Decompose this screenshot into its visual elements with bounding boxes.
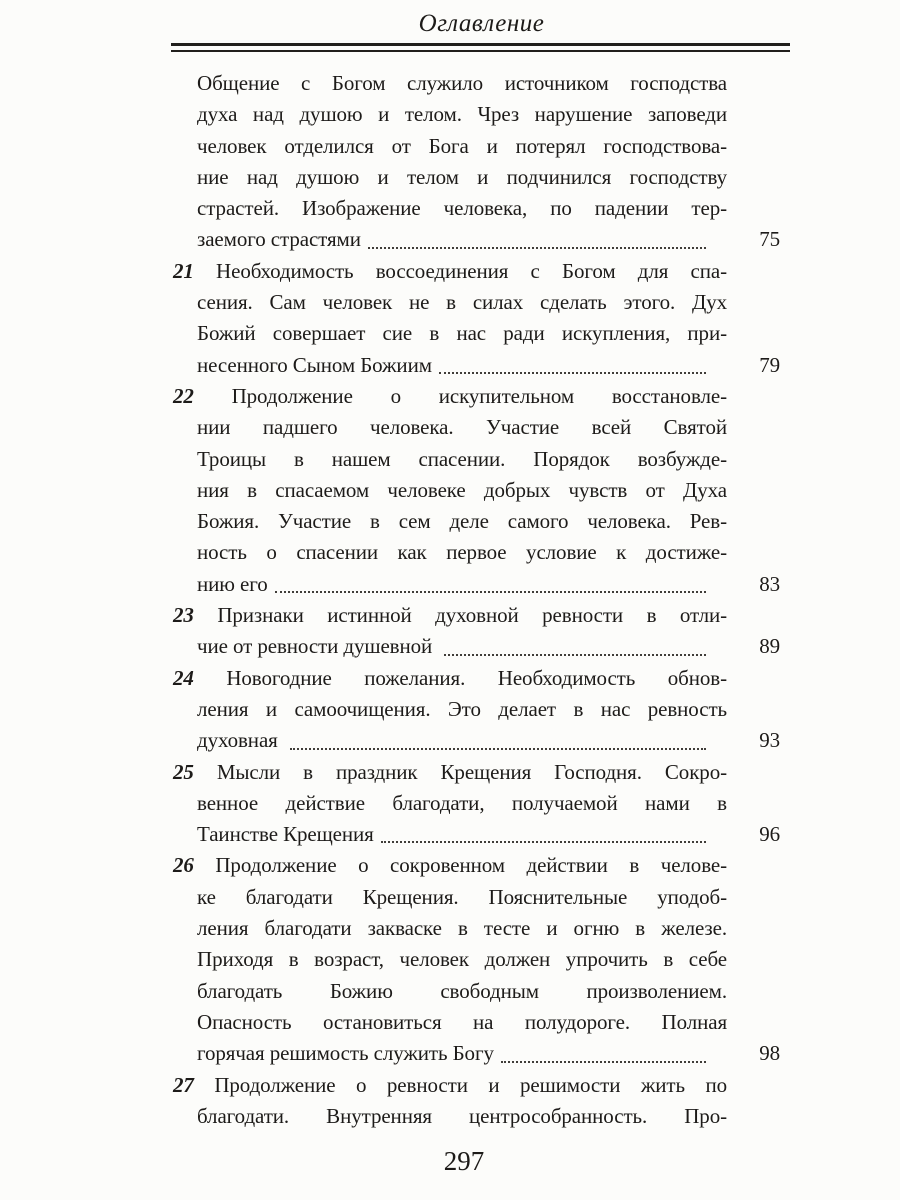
toc-line (173, 256, 727, 287)
toc-line: венное действие благодати, получаемой нами в (197, 790, 727, 815)
dot-leader (381, 841, 706, 843)
toc-dotline (197, 350, 780, 381)
toc-line: ления и самоочищения. Это делает в нас ревность (197, 696, 727, 721)
toc-line: Общение с Богом служило источником господства (197, 71, 727, 95)
toc-line-text: Новогодние пожелания. Необходимость обнов- (226, 665, 727, 690)
toc-line: ления благодати закваске в тесте и огню в железе. (197, 916, 727, 941)
toc-line (173, 1070, 727, 1101)
page-header-title: Оглавление (418, 10, 545, 37)
toc-dotline (197, 224, 780, 255)
toc-line: благодати. Внутренняя центрособранность. Про- (197, 1103, 727, 1128)
dot-leader (275, 591, 706, 593)
toc-line (173, 850, 727, 881)
toc-line: страстей. Изображение человека, по падении тер- (197, 196, 727, 221)
toc-entry (173, 68, 790, 256)
toc-entry-number: 27 (173, 1072, 194, 1097)
toc-line: благодать Божию свободным произволением. (197, 978, 727, 1003)
toc-entry-page: 79 (759, 352, 780, 377)
dot-leader (501, 1061, 706, 1063)
toc-line: духовная (197, 728, 283, 753)
toc-dotline (197, 725, 780, 756)
toc-line: горячая решимость служить Богу (197, 1041, 494, 1066)
toc-entry-page: 98 (759, 1041, 780, 1066)
toc-line: Троицы в нашем спасении. Порядок возбужде- (197, 446, 727, 471)
toc-line: чие от ревности душевной (197, 634, 438, 659)
dot-leader (439, 372, 706, 374)
toc-entry-number: 23 (173, 603, 194, 628)
page-number: 297 (443, 1146, 485, 1176)
toc-line: нии падшего человека. Участие всей Святой (197, 415, 727, 440)
toc-line: Божия. Участие в сем деле самого человека. Рев- (197, 509, 727, 534)
toc-line: Божий совершает сие в нас ради искупления, при- (197, 321, 727, 346)
toc-line: заемого страстями (197, 227, 361, 252)
toc-line-text: Необходимость воссоединения с Богом для спа- (216, 258, 727, 283)
toc-entry-number: 25 (173, 759, 194, 784)
toc-line: Таинстве Крещения (197, 822, 374, 847)
toc-line (173, 757, 727, 788)
toc-entry (173, 256, 790, 381)
toc-entry-number: 22 (173, 383, 194, 408)
toc-entry-page: 96 (759, 822, 780, 847)
toc-entry-page: 89 (759, 634, 780, 659)
toc-line-text: Продолжение о искупительном восстановле- (231, 383, 727, 408)
toc-dotline (197, 1038, 780, 1069)
toc-line-text: Продолжение о ревности и решимости жить по (214, 1072, 727, 1097)
toc-line: ность о спасении как первое условие к достиже- (197, 540, 727, 565)
toc-line: ке благодати Крещения. Пояснительные уподоб- (197, 884, 727, 909)
toc-entry-number: 26 (173, 853, 194, 878)
toc-entry-page: 75 (759, 227, 780, 252)
toc-line (173, 600, 727, 631)
toc-line-text: Продолжение о сокровенном действии в челове- (215, 853, 727, 878)
toc-entry (173, 757, 790, 851)
toc-entry (173, 850, 790, 1069)
dot-leader (444, 654, 706, 656)
toc-entry (173, 663, 790, 757)
toc-dotline (197, 631, 780, 662)
toc-line: несенного Сыном Божиим (197, 352, 432, 377)
toc-entry-page: 93 (759, 728, 780, 753)
table-of-contents (173, 68, 790, 1132)
toc-line (173, 381, 727, 412)
toc-line: Приходя в возраст, человек должен упрочить в себе (197, 947, 727, 972)
toc-entry-number: 24 (173, 665, 194, 690)
toc-dotline (197, 819, 780, 850)
toc-entry-page: 83 (759, 571, 780, 596)
dot-leader (290, 748, 706, 750)
toc-line-text: Мысли в праздник Крещения Господня. Сокро- (216, 759, 727, 784)
toc-line: ния в спасаемом человеке добрых чувств от Духа (197, 477, 727, 502)
toc-line: духа над душою и телом. Чрез нарушение заповеди (197, 102, 727, 127)
toc-line: человек отделился от Бога и потерял господствова- (197, 133, 727, 158)
toc-entry (173, 1070, 790, 1133)
toc-line-text: Признаки истинной духовной ревности в отли- (217, 603, 727, 628)
toc-line (173, 663, 727, 694)
toc-line: сения. Сам человек не в силах сделать этого. Дух (197, 290, 727, 315)
toc-entry (173, 381, 790, 600)
toc-line: ние над душою и телом и подчинился господству (197, 164, 727, 189)
dot-leader (368, 247, 706, 249)
header-double-rule (171, 43, 790, 52)
toc-entry-number: 21 (173, 258, 194, 283)
toc-entry (173, 600, 790, 663)
toc-line: нию его (197, 571, 268, 596)
toc-dotline (197, 569, 780, 600)
toc-line: Опасность остановиться на полудороге. Полная (197, 1009, 727, 1034)
